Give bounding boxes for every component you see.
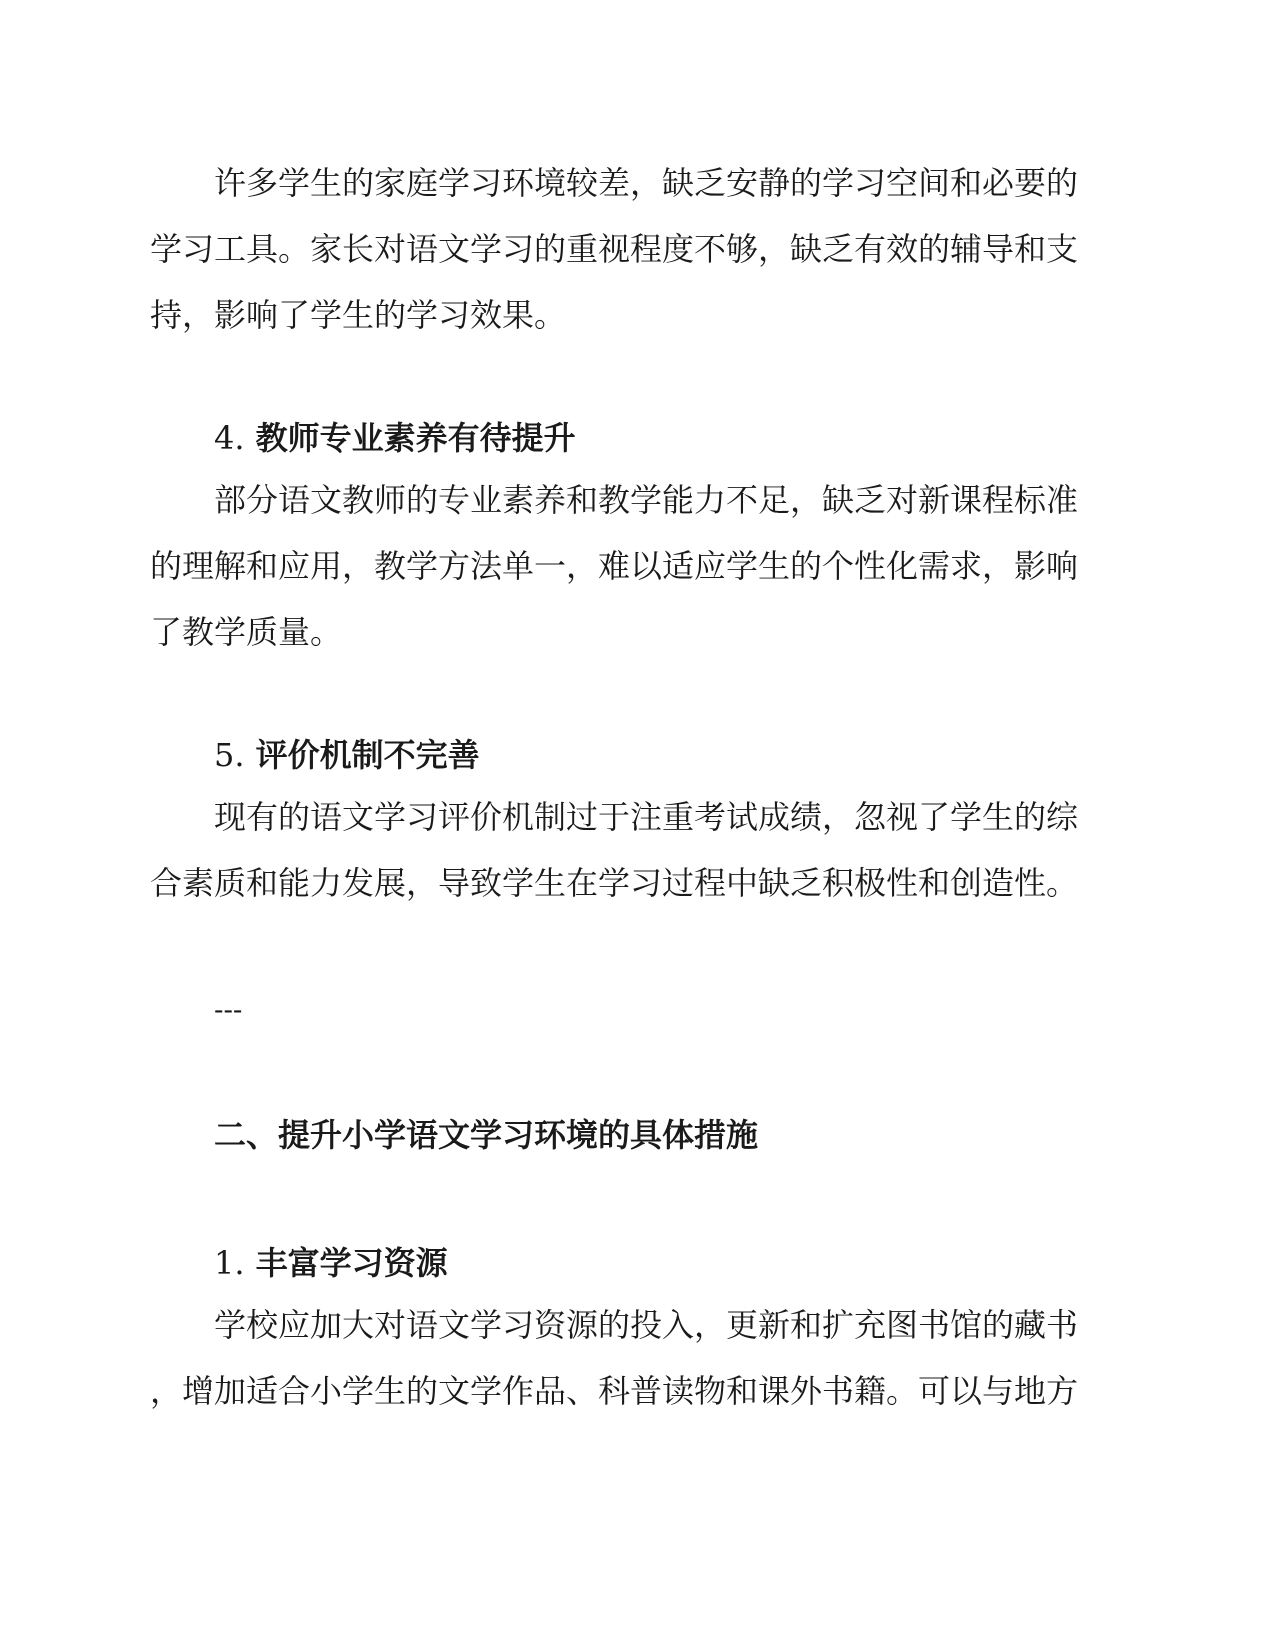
section-heading-teacher-quality — [214, 418, 576, 458]
text-line: 现有的语文学习评价机制过于注重考试成绩，忽视了学生的综 — [214, 798, 1079, 836]
section-number: 4. — [214, 419, 245, 457]
separator-text: --- — [214, 993, 243, 1026]
section-number: 5. — [214, 736, 245, 774]
paragraph-home-environment — [150, 150, 1122, 348]
section-heading-evaluation — [214, 735, 480, 775]
text-line: 合素质和能力发展，导致学生在学习过程中缺乏积极性和创造性。 — [150, 864, 1079, 902]
text-line: 的理解和应用，教学方法单一，难以适应学生的个性化需求，影响 — [150, 547, 1079, 585]
part-heading-measures: 二、提升小学语文学习环境的具体措施 — [214, 1116, 759, 1154]
section-title: 丰富学习资源 — [255, 1244, 448, 1282]
section-number: 1. — [214, 1244, 245, 1282]
text-line: 部分语文教师的专业素养和教学能力不足，缺乏对新课程标准 — [214, 481, 1079, 519]
section-title: 教师专业素养有待提升 — [255, 419, 576, 457]
document-page — [150, 150, 1122, 1540]
section-title: 评价机制不完善 — [255, 736, 480, 774]
text-line: 学习工具。家长对语文学习的重视程度不够，缺乏有效的辅导和支 — [150, 230, 1079, 268]
paragraph-teacher-quality — [150, 467, 1122, 665]
text-line: 了教学质量。 — [150, 613, 343, 651]
text-line: ，增加适合小学生的文学作品、科普读物和课外书籍。可以与地方 — [150, 1372, 1079, 1410]
paragraph-resources — [150, 1292, 1122, 1424]
text-line: 学校应加大对语文学习资源的投入，更新和扩充图书馆的藏书 — [214, 1306, 1079, 1344]
section-heading-resources — [214, 1243, 448, 1283]
text-line: 许多学生的家庭学习环境较差，缺乏安静的学习空间和必要的 — [214, 164, 1079, 202]
text-line: 持，影响了学生的学习效果。 — [150, 296, 567, 334]
paragraph-evaluation — [150, 784, 1122, 916]
